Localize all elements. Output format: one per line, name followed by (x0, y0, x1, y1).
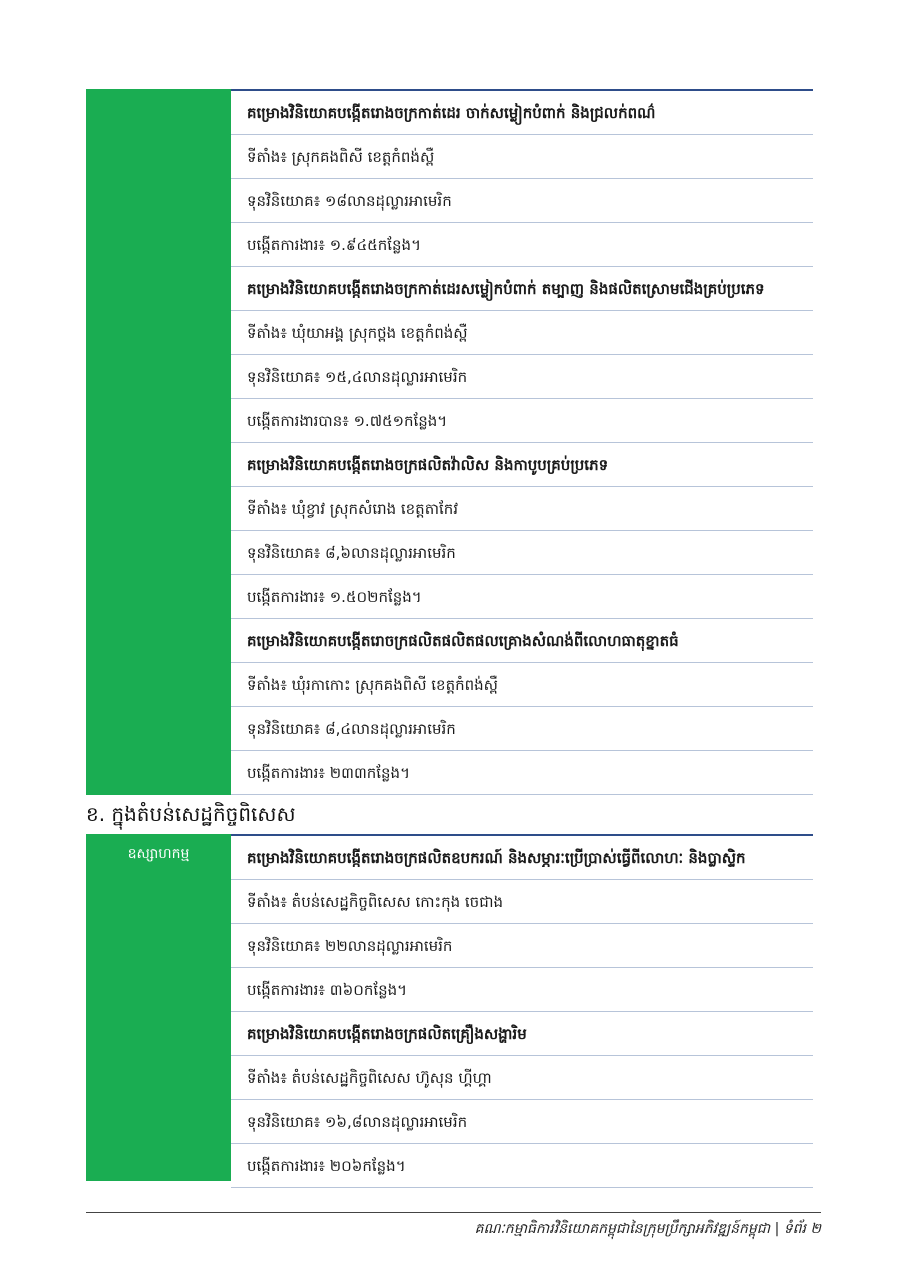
location-row: ទីតាំង៖ ឃុំខ្វាវ ស្រុកសំរោង ខេត្តតាកែវ (231, 487, 813, 531)
project-title-row: គម្រោងវិនិយោគបង្កើតរោចក្រផលិតផលិតផលគ្រោងសំណង់ពីលោហធាតុខ្នាតធំ (231, 619, 813, 663)
location-row: ទីតាំង៖ ឃុំរកាកោះ ស្រុកគងពិសី ខេត្តកំពង់ស្ពឺ (231, 663, 813, 707)
project-rows (231, 834, 813, 1181)
location-row: ទីតាំង៖ ឃុំយាអង្គ ស្រុកថ្ពង ខេត្តកំពង់ស្ពឺ (231, 311, 813, 355)
sector-label: ឧស្សាហកម្ម (127, 846, 190, 862)
project-rows (231, 89, 813, 795)
location-row: ទីតាំង៖ តំបន់សេដ្ឋកិច្ចពិសេស ហ៊ូសុន ហ្គីហ្គា (231, 1056, 813, 1100)
project-title-row: គម្រោងវិនិយោគបង្កើតរោងចក្រផលិតឧបករណ៍ និងសម្ភារៈប្រើប្រាស់ធ្វើពីលោហៈ និងប្លាស្ទិក (231, 836, 813, 880)
location-row: ទីតាំង៖ តំបន់សេដ្ឋកិច្ចពិសេស កោះកុង ចេជាង (231, 880, 813, 924)
section-heading: ខ. ក្នុងតំបន់សេដ្ឋកិច្ចពិសេស (86, 802, 296, 826)
investment-capital-row: ទុនវិនិយោគ៖ ១៦,៨លានដុល្លារអាមេរិក (231, 1100, 813, 1144)
sector-band (86, 89, 231, 795)
investment-capital-row: ទុនវិនិយោគ៖ ៨,៦លានដុល្លារអាមេរិក (231, 531, 813, 575)
investment-table-1 (86, 89, 813, 795)
investment-table-2 (86, 834, 813, 1181)
project-title-row: គម្រោងវិនិយោគបង្កើតរោងចក្រផលិតគ្រឿងសង្ហារិម (231, 1012, 813, 1056)
jobs-created-row: បង្កើតការងារ៖ ១.៥០២កន្លែង។ (231, 575, 813, 619)
jobs-created-row: បង្កើតការងារ៖ ២៣៣កន្លែង។ (231, 751, 813, 795)
jobs-created-row: បង្កើតការងារ៖ ៣៦០កន្លែង។ (231, 968, 813, 1012)
jobs-created-row: បង្កើតការងារបាន៖ ១.៧៥១កន្លែង។ (231, 399, 813, 443)
sector-band (86, 834, 231, 1181)
investment-capital-row: ទុនវិនិយោគ៖ ១៨លានដុល្លារអាមេរិក (231, 179, 813, 223)
project-title-row: គម្រោងវិនិយោគបង្កើតរោងចក្រផលិតវ៉ាលិស និងកាបូបគ្រប់ប្រភេទ (231, 443, 813, 487)
investment-capital-row: ទុនវិនិយោគ៖ ១៥,៤លានដុល្លារអាមេរិក (231, 355, 813, 399)
investment-capital-row: ទុនវិនិយោគ៖ ៨,៤លានដុល្លារអាមេរិក (231, 707, 813, 751)
page-footer: គណៈកម្មាធិការវិនិយោគកម្ពុជានៃក្រុមប្រឹក្សាអភិវឌ្ឍន៍កម្ពុជា | ទំព័រ ២ (474, 1221, 821, 1237)
footer-divider (86, 1212, 821, 1213)
jobs-created-row: បង្កើតការងារ៖ ១.៩៤៥កន្លែង។ (231, 223, 813, 267)
project-title-row: គម្រោងវិនិយោគបង្កើតរោងចក្រកាត់ដេរសម្លៀកបំពាក់ តម្បាញ និងផលិតស្រោមជើងគ្រប់ប្រភេទ (231, 267, 813, 311)
jobs-created-row: បង្កើតការងារ៖ ២០៦កន្លែង។ (231, 1144, 813, 1188)
location-row: ទីតាំង៖ ស្រុកគងពិសី ខេត្តកំពង់ស្ពឺ (231, 135, 813, 179)
investment-capital-row: ទុនវិនិយោគ៖ ២២លានដុល្លារអាមេរិក (231, 924, 813, 968)
project-title-row: គម្រោងវិនិយោគបង្កើតរោងចក្រកាត់ដេរ ចាក់សម្លៀកបំពាក់ និងជ្រលក់ពណ៌ (231, 91, 813, 135)
